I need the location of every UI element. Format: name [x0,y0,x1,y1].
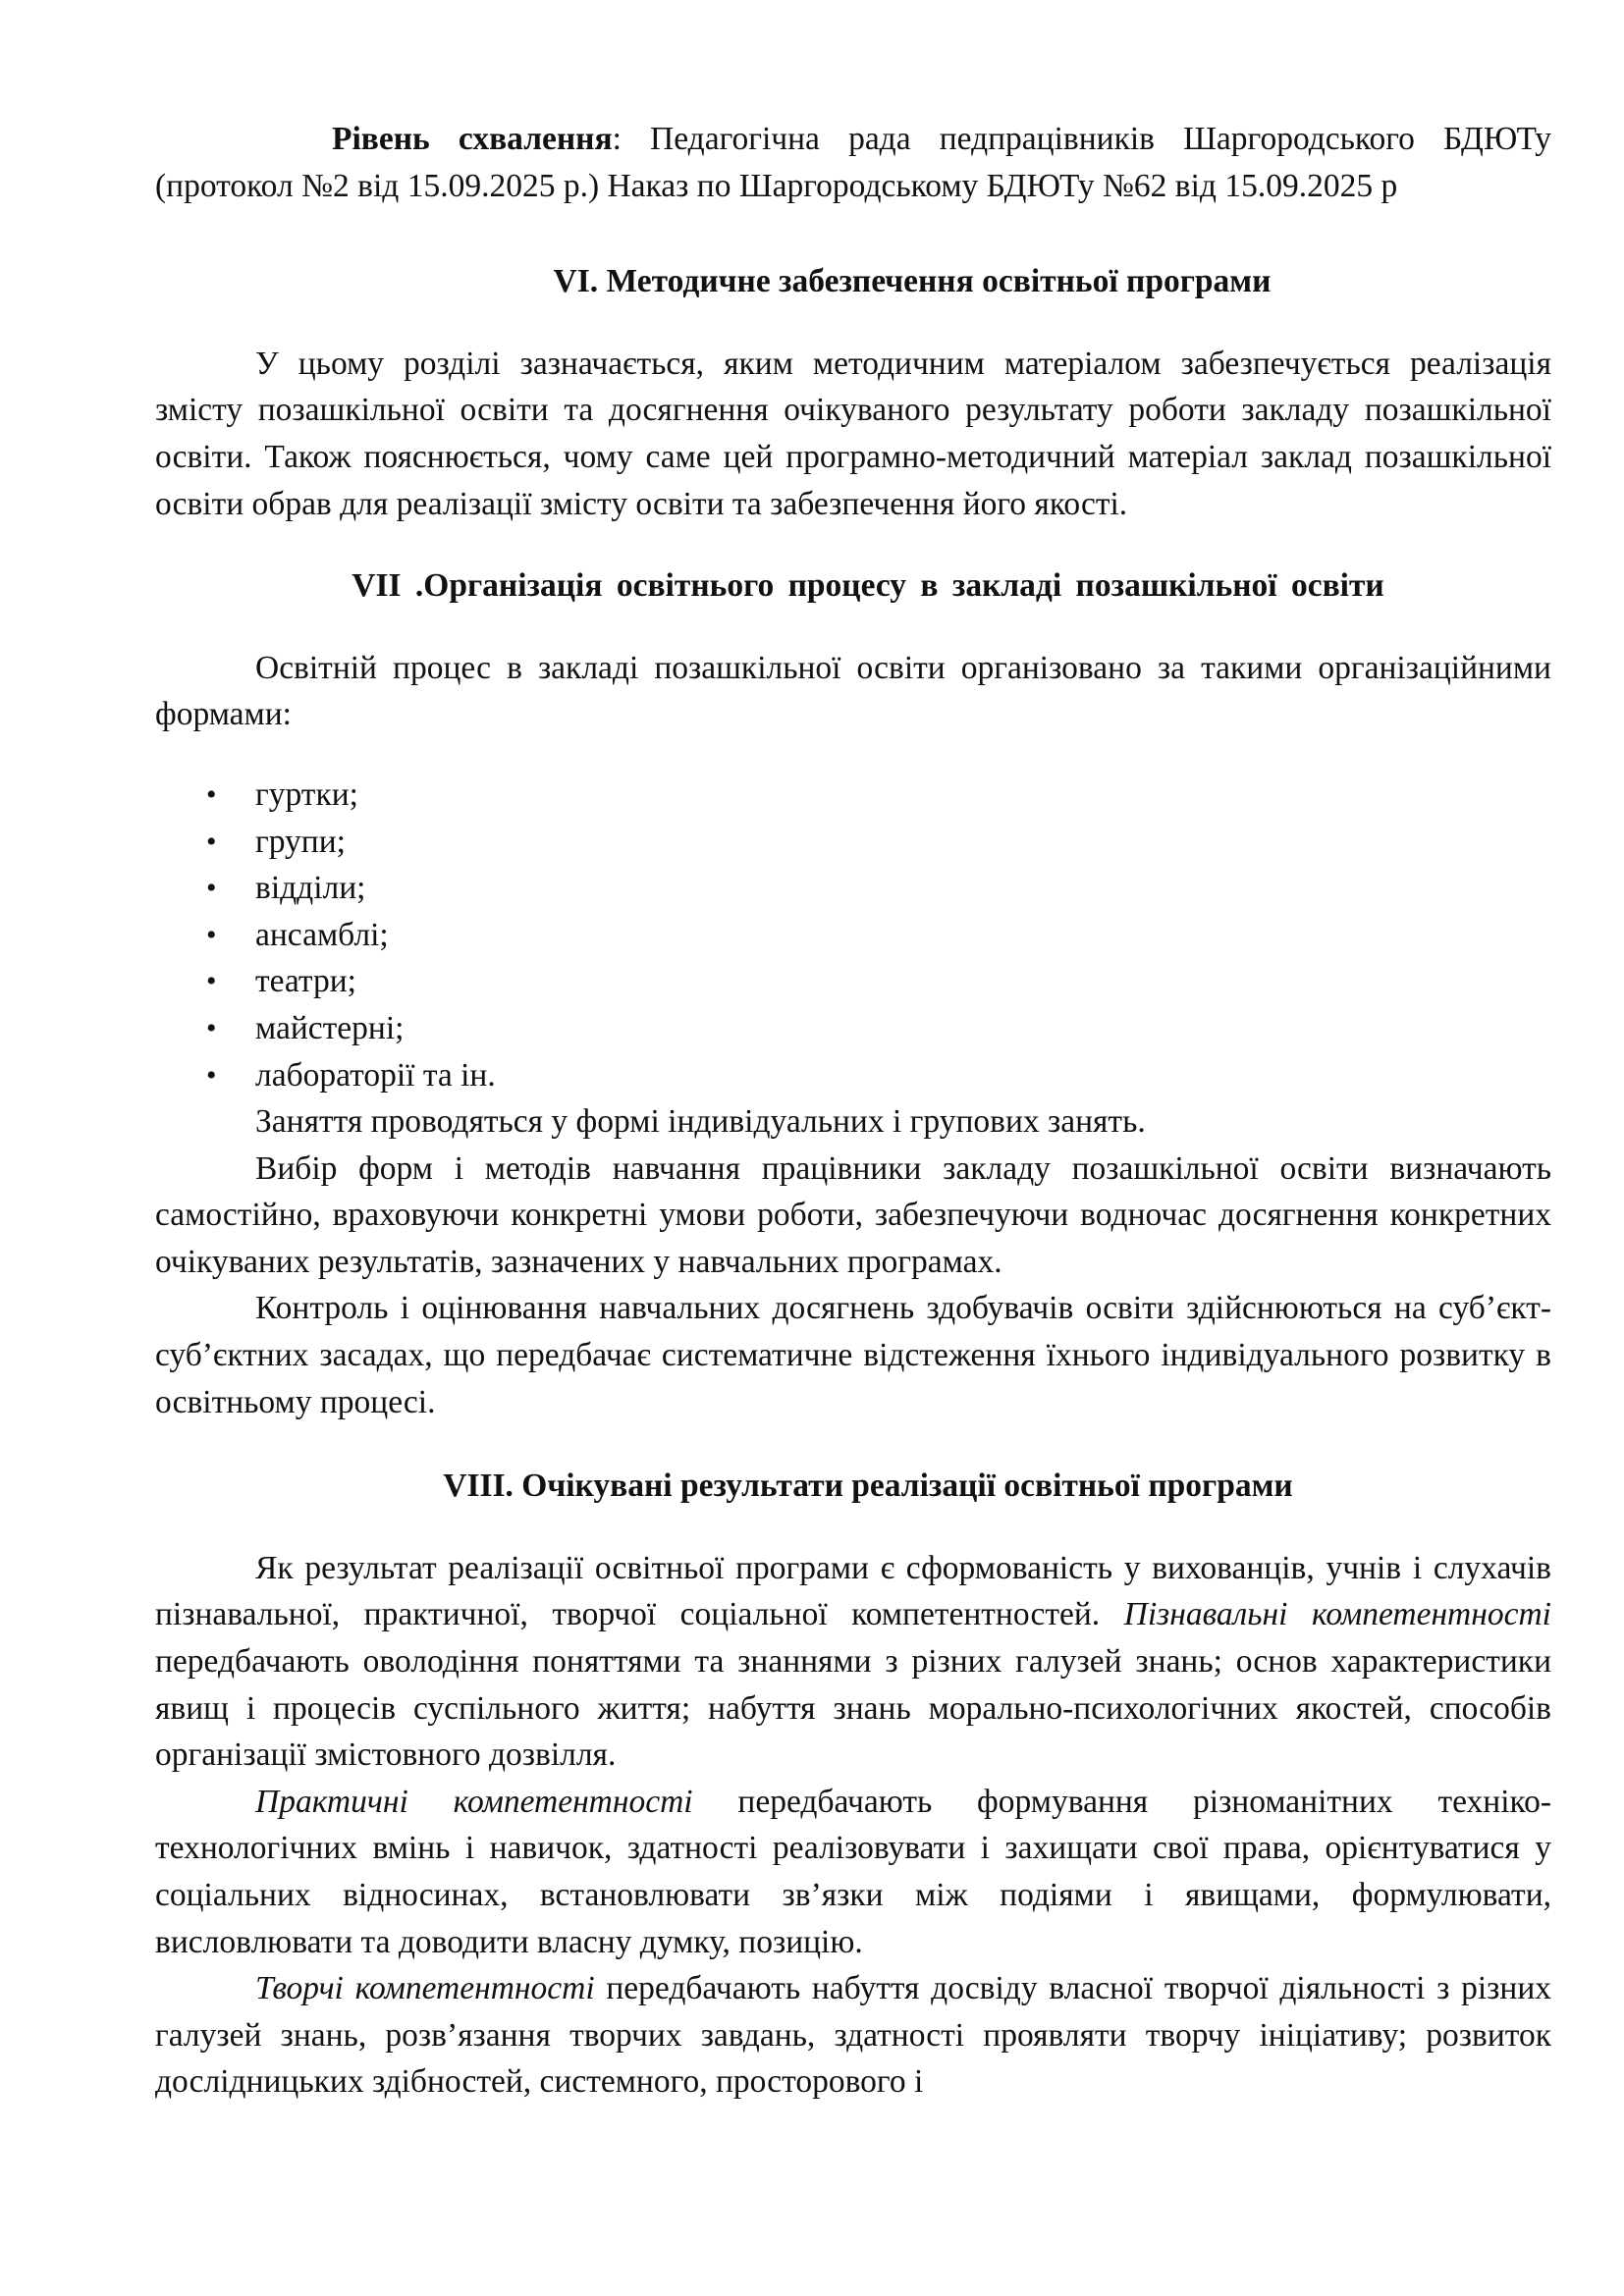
approval-text: Педагогічна рада педпрацівників Шаргородського БДЮТу (протокол №2 від 15.09.2025 р.) Наказ по Шаргородському БДЮТу №62 від 15.09.2025 р [155,121,1551,204]
list-item-text: відділи; [255,870,366,907]
list-item [155,819,1551,866]
section-vi-paragraph: У цьому розділі зазначається, яким методичним матеріалом забезпечується реалізація змісту позашкільної освіти та досягнення очікуваного результату роботи закладу позашкільної освіти. Також пояснюється, чому саме цей програмно-методичний матеріал заклад позашкільної освіти обрав для реалізації змісту освіти та забезпечення його якості. [155,345,1551,522]
list-item-text: гуртки; [255,775,358,813]
list-item-text: майстерні; [255,1009,405,1046]
organizational-forms-list [155,772,1551,1098]
results-intro-text: Як результат реалізації освітньої програми є сформованість у вихованців, учнів і слухачів пізнавальної, практичної, творчої соціальної компетентностей. [155,1549,1551,1633]
cognitive-competence-term: Пізнавальні компетентності [1123,1596,1551,1633]
list-item-text: ансамблі; [255,916,389,953]
creative-competence-paragraph [155,1965,1551,2106]
list-item [155,912,1551,959]
document-page [155,116,1551,2106]
approval-paragraph [155,116,1551,209]
creative-competence-term: Творчі компетентності [255,1970,595,2007]
list-item [155,1005,1551,1052]
list-item-text: лабораторії та ін. [255,1056,496,1094]
list-item [155,1052,1551,1099]
bullet-icon: • [206,1058,217,1092]
bullet-icon: • [206,872,217,905]
list-item-text: групи; [255,823,346,860]
section-viii-heading: VIII. Очікувані результати реалізації освітньої програми [443,1468,1293,1505]
bullet-icon: • [206,918,217,951]
list-item [155,958,1551,1005]
bullet-icon: • [206,965,217,998]
section-vii-intro: Освітній процес в закладі позашкільної освіти організовано за такими організаційними формами: [155,649,1551,733]
cognitive-competence-text: передбачають оволодіння поняттями та знаннями з різних галузей знань; основ характеристики явищ і процесів суспільного життя; набуття знань морально-психологічних якостей, способів організації змістовного дозвілля. [155,1643,1551,1774]
control-paragraph: Контроль і оцінювання навчальних досягнень здобувачів освіти здійснюються на суб’єкт-суб’єктних засадах, що передбачає систематичне відстеження їхнього індивідуального розвитку в освітньому процесі. [155,1290,1551,1420]
list-item [155,772,1551,819]
section-viii-intro-paragraph [155,1545,1551,1779]
section-vii-heading: VII .Організація освітнього процесу в закладі позашкільної освіти [352,567,1384,605]
methods-paragraph: Вибір форм і методів навчання працівники закладу позашкільної освіти визначають самостійно, враховуючи конкретні умови роботи, забезпечуючи водночас досягнення конкретних очікуваних результатів, зазначених у навчальних програмах. [155,1149,1551,1280]
practical-competence-paragraph [155,1779,1551,1965]
list-item-text: театри; [255,963,356,1000]
section-vi-heading: VI. Методичне забезпечення освітньої програми [553,263,1272,300]
bullet-icon: • [206,1011,217,1044]
bullet-icon: • [206,777,217,811]
approval-label: Рівень схвалення [332,121,613,157]
approval-colon: : [612,121,622,157]
lessons-paragraph: Заняття проводяться у формі індивідуальних і групових занять. [255,1103,1146,1141]
practical-competence-text: передбачають формування різноманітних техніко-технологічних вмінь і навичок, здатності реалізовувати і захищати свої права, орієнтуватися у соціальних відносинах, встановлювати зв’язки між подіями і явищами, формулювати, висловлювати та доводити власну думку, позицію. [155,1783,1552,1960]
practical-competence-term: Практичні компетентності [255,1783,693,1820]
creative-competence-text: передбачають набуття досвіду власної творчої діяльності з різних галузей знань, розв’язання творчих завдань, здатності проявляти творчу ініціативу; розвиток дослідницьких здібностей, системного, просторового і [155,1970,1551,2101]
bullet-icon: • [206,825,217,858]
list-item [155,865,1551,912]
